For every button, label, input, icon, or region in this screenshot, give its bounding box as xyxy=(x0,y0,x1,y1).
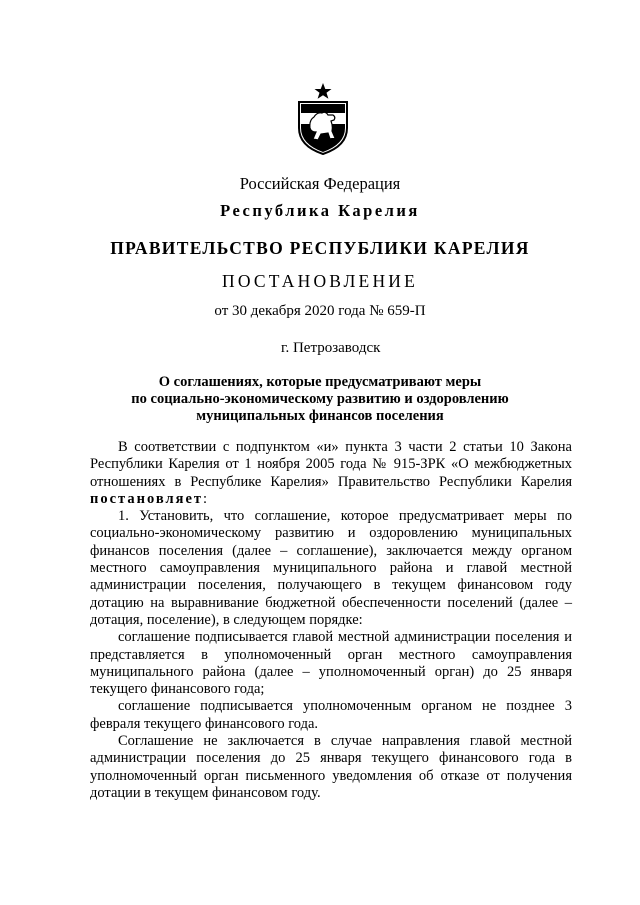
paragraph-2: соглашение подписывается главой местной администрации поселения и представляется в уполномоченный орган местного самоуправления муниципального района (далее – уполномоченный орган) до 25 января текущего финансового года; xyxy=(90,629,572,698)
paragraph-1: 1. Установить, что соглашение, которое предусматривает меры по социально-экономическому развитию и оздоровлению муниципальных финансов поселения (далее – соглашение), заключается между органом местного самоуправления муниципального района и главой местной администрации поселения, получающего в текущем финансовом году дотацию на выравнивание бюджетной обеспеченности поселений (далее – дотация, поселение), в следующем порядке: xyxy=(90,508,572,628)
title-line: О соглашениях, которые предусматривают меры xyxy=(158,374,482,390)
title-line: по социально-экономическому развитию и оздоровлению xyxy=(131,391,509,407)
resolves-colon: : xyxy=(203,490,208,507)
paragraph-intro xyxy=(90,439,572,508)
country-name: Российская Федерация xyxy=(239,174,401,193)
document-type: ПОСТАНОВЛЕНИЕ xyxy=(221,271,419,291)
title-line: муниципальных финансов поселения xyxy=(196,408,444,424)
document-city: г. Петрозаводск xyxy=(281,340,381,356)
karelia-coat-of-arms-icon xyxy=(297,82,349,156)
document-title xyxy=(120,374,520,425)
resolves-word: постановляет xyxy=(90,490,204,507)
document-body xyxy=(90,439,572,802)
paragraph-4: Соглашение не заключается в случае направления главой местной администрации поселения до 25 января текущего финансового года в уполномоченный орган письменного уведомления об отказе от получения дотации в текущем финансовом году. xyxy=(90,733,572,801)
document-date-number: от 30 декабря 2020 года № 659-П xyxy=(214,303,426,319)
paragraph-3: соглашение подписывается уполномоченным органом не позднее 3 февраля текущего финансового года. xyxy=(90,698,572,732)
government-name: ПРАВИТЕЛЬСТВО РЕСПУБЛИКИ КАРЕЛИЯ xyxy=(110,238,530,258)
intro-text: В соответствии с подпунктом «и» пункта 3 части 2 статьи 10 Закона Республики Карелия от 1 ноября 2005 года № 915-ЗРК «О межбюджетных отношениях в Республике Карелия» Правительство Республики Карелия xyxy=(90,439,572,490)
republic-name: Республика Карелия xyxy=(220,201,420,220)
